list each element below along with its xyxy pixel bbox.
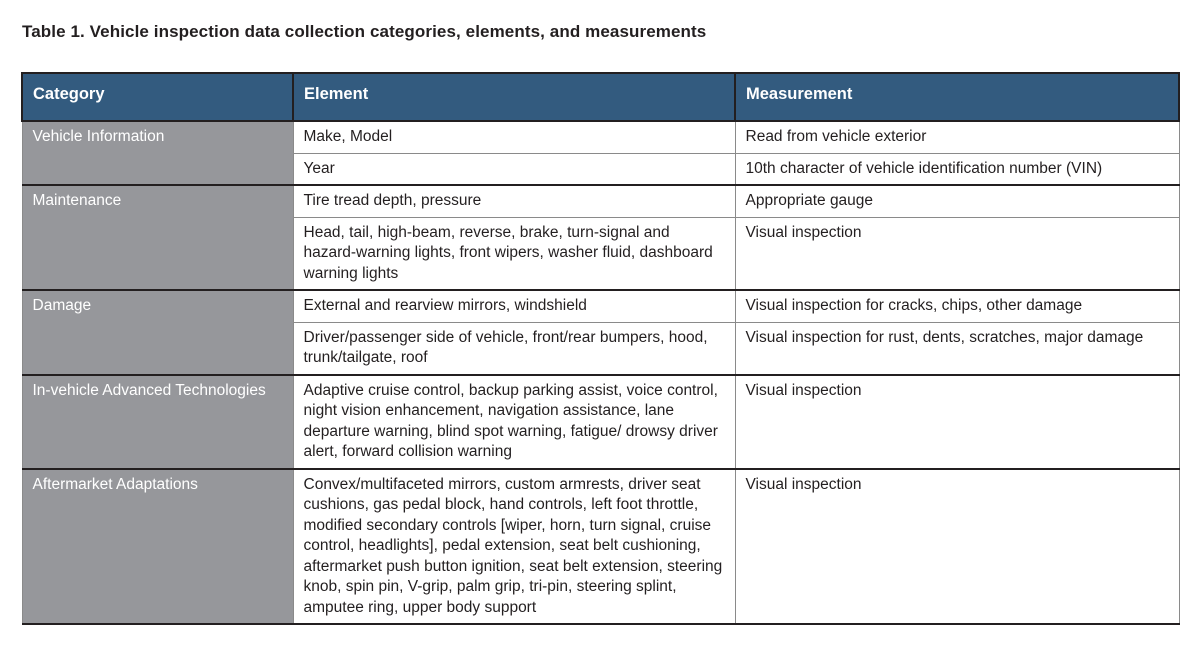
inspection-table <box>21 72 1180 625</box>
element-cell: Make, Model <box>293 121 735 153</box>
category-cell: Damage <box>22 290 293 375</box>
category-cell: Maintenance <box>22 185 293 290</box>
measurement-cell: Visual inspection <box>735 217 1179 290</box>
column-header-category: Category <box>22 73 293 121</box>
column-header-element: Element <box>293 73 735 121</box>
table-row <box>22 375 1179 469</box>
header-row <box>22 73 1179 121</box>
element-cell: Adaptive cruise control, backup parking assist, voice control, night vision enhancement, navigation assistance, lane departure warning, blind spot warning, fatigue/ drowsy driver alert, forward collision warning <box>293 375 735 469</box>
element-cell: Head, tail, high-beam, reverse, brake, turn-signal and hazard-warning lights, front wipers, washer fluid, dashboard warning lights <box>293 217 735 290</box>
table-row <box>22 121 1179 153</box>
element-cell: Tire tread depth, pressure <box>293 185 735 217</box>
table-row <box>22 469 1179 625</box>
measurement-cell: Visual inspection for cracks, chips, other damage <box>735 290 1179 322</box>
measurement-cell: Visual inspection <box>735 469 1179 625</box>
measurement-cell: Read from vehicle exterior <box>735 121 1179 153</box>
measurement-cell: Appropriate gauge <box>735 185 1179 217</box>
column-header-measurement: Measurement <box>735 73 1179 121</box>
table-caption: Table 1. Vehicle inspection data collection categories, elements, and measurements <box>22 22 707 41</box>
element-cell: Driver/passenger side of vehicle, front/rear bumpers, hood, trunk/tailgate, roof <box>293 322 735 375</box>
element-cell: Year <box>293 153 735 185</box>
element-cell: Convex/multifaceted mirrors, custom armrests, driver seat cushions, gas pedal block, hand controls, left foot throttle, modified secondary controls [wiper, horn, turn signal, cruise control, headlights], pedal extension, seat belt cushioning, aftermarket push button ignition, seat belt extension, steering knob, spin pin, V-grip, palm grip, tri-pin, steering splint, amputee ring, upper body support <box>293 469 735 625</box>
element-cell: External and rearview mirrors, windshield <box>293 290 735 322</box>
category-cell: In-vehicle Advanced Technologies <box>22 375 293 469</box>
table-row <box>22 185 1179 217</box>
category-cell: Aftermarket Adaptations <box>22 469 293 625</box>
category-cell: Vehicle Information <box>22 121 293 185</box>
measurement-cell: 10th character of vehicle identification number (VIN) <box>735 153 1179 185</box>
table-row <box>22 290 1179 322</box>
measurement-cell: Visual inspection for rust, dents, scratches, major damage <box>735 322 1179 375</box>
measurement-cell: Visual inspection <box>735 375 1179 469</box>
